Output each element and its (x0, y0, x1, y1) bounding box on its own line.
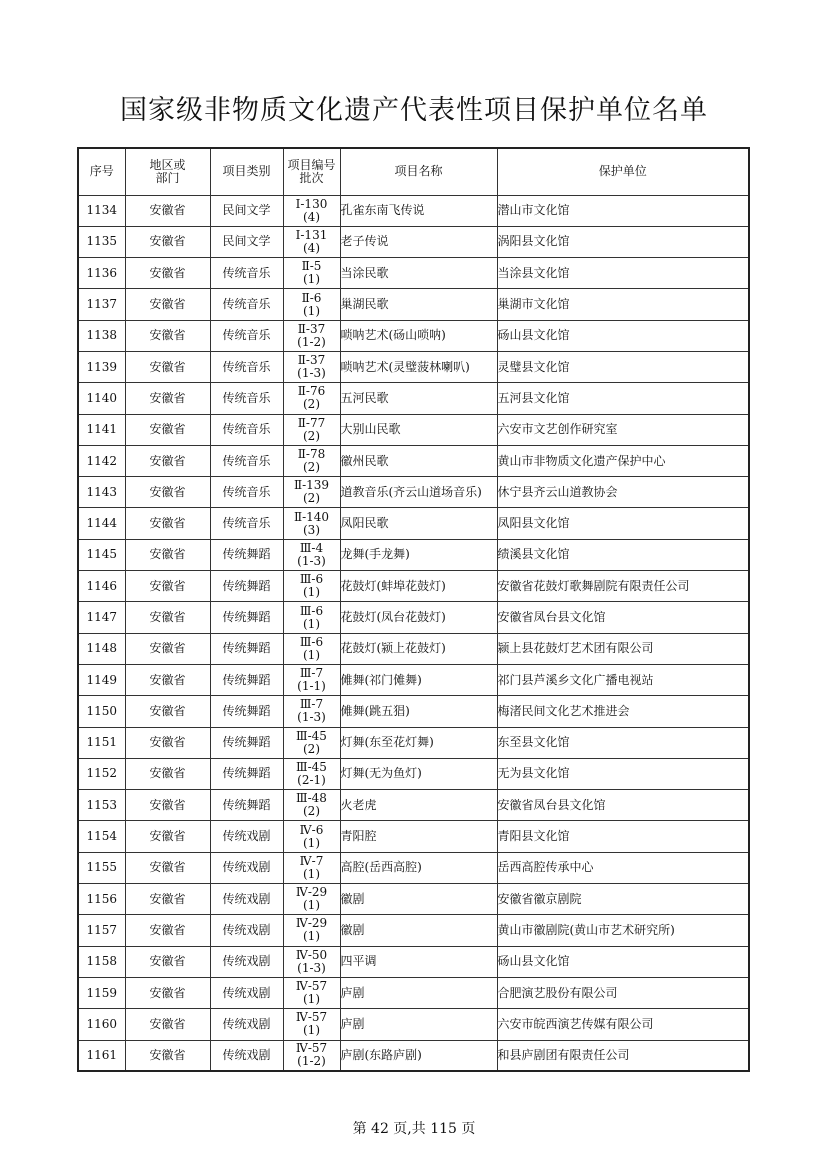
region-cell: 安徽省 (125, 1009, 210, 1040)
project-name-cell: 青阳腔 (340, 821, 497, 852)
page-footer: 第 42 页,共 115 页 (352, 1121, 476, 1137)
region-cell: 安徽省 (125, 445, 210, 476)
code-cell (283, 1040, 340, 1071)
seq-cell: 1153 (78, 790, 125, 821)
code-cell (283, 852, 340, 883)
category-cell: 传统音乐 (210, 258, 283, 289)
table-row (78, 289, 749, 320)
protection-unit-cell: 祁门县芦溪乡文化广播电视站 (497, 664, 749, 695)
category-cell: 传统音乐 (210, 477, 283, 508)
project-code: Ⅲ-45 (296, 759, 327, 774)
project-code: Ⅳ-57 (295, 1041, 328, 1056)
seq-cell: 1139 (78, 351, 125, 382)
seq-cell: 1159 (78, 977, 125, 1008)
seq-cell: 1148 (78, 633, 125, 664)
project-code: Ⅱ-5 (301, 259, 322, 274)
batch-label: (4) (303, 209, 320, 224)
region-cell: 安徽省 (125, 821, 210, 852)
category-cell: 民间文学 (210, 226, 283, 257)
seq-cell: 1160 (78, 1009, 125, 1040)
project-name-cell: 当涂民歌 (340, 258, 497, 289)
project-name-cell: 高腔(岳西高腔) (340, 852, 497, 883)
project-name-cell: 庐剧 (340, 977, 497, 1008)
protection-unit-cell: 无为县文化馆 (497, 758, 749, 789)
batch-label: (1) (303, 647, 320, 662)
region-cell: 安徽省 (125, 664, 210, 695)
project-name-cell: 庐剧(东路庐剧) (340, 1040, 497, 1071)
seq-cell: 1161 (78, 1040, 125, 1071)
code-cell (283, 539, 340, 570)
batch-label: (1) (303, 272, 320, 287)
seq-cell: 1135 (78, 226, 125, 257)
batch-label: (2) (303, 491, 320, 506)
region-cell: 安徽省 (125, 320, 210, 351)
table-row (78, 602, 749, 633)
batch-label: (1-3) (297, 710, 326, 725)
table-row (78, 477, 749, 508)
project-code: Ⅲ-4 (299, 540, 324, 555)
project-name-cell: 唢呐艺术(砀山唢呐) (340, 320, 497, 351)
protection-unit-cell: 休宁县齐云山道教协会 (497, 477, 749, 508)
region-cell: 安徽省 (125, 258, 210, 289)
category-cell: 传统舞蹈 (210, 727, 283, 758)
table-row (78, 727, 749, 758)
category-cell: 传统音乐 (210, 508, 283, 539)
seq-cell: 1151 (78, 727, 125, 758)
project-code: Ⅰ-130 (295, 196, 328, 211)
project-name-cell: 花鼓灯(蚌埠花鼓灯) (340, 571, 497, 602)
project-code: Ⅱ-77 (297, 415, 326, 430)
table-row (78, 571, 749, 602)
seq-cell: 1146 (78, 571, 125, 602)
code-cell (283, 790, 340, 821)
category-cell: 民间文学 (210, 195, 283, 226)
project-code: Ⅲ-6 (299, 603, 324, 618)
code-cell (283, 445, 340, 476)
project-name-cell: 五河民歌 (340, 383, 497, 414)
project-name-cell: 凤阳民歌 (340, 508, 497, 539)
project-code: Ⅱ-76 (297, 384, 326, 399)
table-row (78, 852, 749, 883)
project-name-cell: 火老虎 (340, 790, 497, 821)
batch-label: (1) (303, 1023, 320, 1038)
project-code: Ⅱ-78 (297, 447, 326, 462)
region-cell: 安徽省 (125, 758, 210, 789)
batch-label: (1-2) (297, 334, 326, 349)
category-cell: 传统戏剧 (210, 977, 283, 1008)
project-code: Ⅱ-37 (297, 321, 326, 336)
protection-unit-cell: 绩溪县文化馆 (497, 539, 749, 570)
category-cell: 传统音乐 (210, 445, 283, 476)
region-cell: 安徽省 (125, 383, 210, 414)
code-cell (283, 664, 340, 695)
code-cell (283, 633, 340, 664)
batch-label: (3) (303, 522, 320, 537)
table-row (78, 664, 749, 695)
code-cell (283, 1009, 340, 1040)
protection-unit-cell: 凤阳县文化馆 (497, 508, 749, 539)
batch-label: (1) (303, 898, 320, 913)
project-name-cell: 龙舞(手龙舞) (340, 539, 497, 570)
project-code: Ⅲ-48 (296, 791, 327, 806)
project-name-cell: 庐剧 (340, 1009, 497, 1040)
batch-label: (2-1) (297, 772, 326, 787)
seq-cell: 1147 (78, 602, 125, 633)
region-cell: 安徽省 (125, 477, 210, 508)
batch-label: (1) (303, 303, 320, 318)
project-code: Ⅱ-139 (293, 478, 330, 493)
seq-cell: 1152 (78, 758, 125, 789)
protection-unit-cell: 砀山县文化馆 (497, 946, 749, 977)
table-header-row (78, 148, 749, 195)
protection-unit-cell: 岳西高腔传承中心 (497, 852, 749, 883)
code-cell (283, 977, 340, 1008)
category-cell: 传统舞蹈 (210, 758, 283, 789)
table-row (78, 508, 749, 539)
project-name-cell: 大别山民歌 (340, 414, 497, 445)
protection-unit-cell: 黄山市非物质文化遗产保护中心 (497, 445, 749, 476)
region-cell: 安徽省 (125, 727, 210, 758)
project-name-cell: 花鼓灯(颍上花鼓灯) (340, 633, 497, 664)
header-region-line-1: 地区或 (149, 157, 186, 172)
seq-cell: 1158 (78, 946, 125, 977)
category-cell: 传统戏剧 (210, 1040, 283, 1071)
project-code: Ⅲ-7 (299, 666, 324, 681)
protection-unit-cell: 五河县文化馆 (497, 383, 749, 414)
code-cell (283, 946, 340, 977)
category-cell: 传统舞蹈 (210, 539, 283, 570)
protection-unit-cell: 青阳县文化馆 (497, 821, 749, 852)
batch-label: (2) (303, 460, 320, 475)
region-cell: 安徽省 (125, 884, 210, 915)
table-row (78, 915, 749, 946)
project-code: Ⅲ-6 (299, 572, 324, 587)
seq-cell: 1145 (78, 539, 125, 570)
batch-label: (1) (303, 929, 320, 944)
protection-unit-cell: 六安市皖西演艺传媒有限公司 (497, 1009, 749, 1040)
code-cell (283, 383, 340, 414)
batch-label: (2) (303, 397, 320, 412)
batch-label: (1) (303, 616, 320, 631)
project-code: Ⅳ-29 (295, 916, 328, 931)
code-cell (283, 414, 340, 445)
code-cell (283, 477, 340, 508)
header-region (125, 148, 210, 195)
batch-label: (1-3) (297, 960, 326, 975)
code-cell (283, 195, 340, 226)
seq-cell: 1154 (78, 821, 125, 852)
category-cell: 传统舞蹈 (210, 664, 283, 695)
header-name: 项目名称 (340, 148, 497, 195)
project-code: Ⅱ-140 (293, 509, 330, 524)
category-cell: 传统舞蹈 (210, 696, 283, 727)
seq-cell: 1140 (78, 383, 125, 414)
code-cell (283, 258, 340, 289)
project-name-cell: 徽剧 (340, 915, 497, 946)
region-cell: 安徽省 (125, 351, 210, 382)
header-seq: 序号 (78, 148, 125, 195)
heritage-protection-table (77, 147, 750, 1072)
batch-label: (1-1) (297, 679, 326, 694)
table-row (78, 696, 749, 727)
protection-unit-cell: 和县庐剧团有限责任公司 (497, 1040, 749, 1071)
batch-label: (1) (303, 835, 320, 850)
batch-label: (2) (303, 804, 320, 819)
table-row (78, 1009, 749, 1040)
project-code: Ⅳ-50 (295, 947, 328, 962)
category-cell: 传统音乐 (210, 414, 283, 445)
seq-cell: 1149 (78, 664, 125, 695)
protection-unit-cell: 东至县文化馆 (497, 727, 749, 758)
table-row (78, 226, 749, 257)
seq-cell: 1142 (78, 445, 125, 476)
code-cell (283, 226, 340, 257)
protection-unit-cell: 六安市文艺创作研究室 (497, 414, 749, 445)
batch-label: (2) (303, 428, 320, 443)
region-cell: 安徽省 (125, 915, 210, 946)
batch-label: (1-3) (297, 553, 326, 568)
project-code: Ⅲ-6 (299, 634, 324, 649)
project-name-cell: 傩舞(跳五猖) (340, 696, 497, 727)
seq-cell: 1137 (78, 289, 125, 320)
category-cell: 传统音乐 (210, 289, 283, 320)
table-row (78, 414, 749, 445)
project-code: Ⅲ-45 (296, 728, 327, 743)
table-row (78, 821, 749, 852)
protection-unit-cell: 灵璧县文化馆 (497, 351, 749, 382)
protection-unit-cell: 安徽省凤台县文化馆 (497, 790, 749, 821)
code-cell (283, 915, 340, 946)
header-code-line-2: 批次 (299, 170, 324, 185)
code-cell (283, 508, 340, 539)
protection-unit-cell: 当涂县文化馆 (497, 258, 749, 289)
category-cell: 传统音乐 (210, 320, 283, 351)
category-cell: 传统舞蹈 (210, 571, 283, 602)
table-row (78, 258, 749, 289)
page-title: 国家级非物质文化遗产代表性项目保护单位名单 (120, 95, 708, 126)
table-row (78, 790, 749, 821)
seq-cell: 1143 (78, 477, 125, 508)
header-region-line-2: 部门 (155, 170, 180, 185)
protection-unit-cell: 涡阳县文化馆 (497, 226, 749, 257)
code-cell (283, 571, 340, 602)
batch-label: (1) (303, 866, 320, 881)
project-code: Ⅳ-57 (295, 979, 328, 994)
category-cell: 传统戏剧 (210, 852, 283, 883)
region-cell: 安徽省 (125, 414, 210, 445)
category-cell: 传统戏剧 (210, 946, 283, 977)
category-cell: 传统戏剧 (210, 884, 283, 915)
category-cell: 传统戏剧 (210, 915, 283, 946)
protection-unit-cell: 安徽省徽京剧院 (497, 884, 749, 915)
seq-cell: 1138 (78, 320, 125, 351)
region-cell: 安徽省 (125, 289, 210, 320)
project-code: Ⅰ-131 (295, 227, 328, 242)
table-row (78, 1040, 749, 1071)
category-cell: 传统舞蹈 (210, 633, 283, 664)
project-code: Ⅳ-29 (295, 885, 328, 900)
table-row (78, 383, 749, 414)
protection-unit-cell: 巢湖市文化馆 (497, 289, 749, 320)
code-cell (283, 884, 340, 915)
protection-unit-cell: 潜山市文化馆 (497, 195, 749, 226)
batch-label: (4) (303, 240, 320, 255)
seq-cell: 1155 (78, 852, 125, 883)
project-code: Ⅱ-6 (301, 290, 322, 305)
project-code: Ⅳ-57 (295, 1010, 328, 1025)
seq-cell: 1141 (78, 414, 125, 445)
region-cell: 安徽省 (125, 1040, 210, 1071)
category-cell: 传统舞蹈 (210, 602, 283, 633)
table-row (78, 946, 749, 977)
region-cell: 安徽省 (125, 539, 210, 570)
seq-cell: 1150 (78, 696, 125, 727)
project-name-cell: 徽剧 (340, 884, 497, 915)
region-cell: 安徽省 (125, 195, 210, 226)
region-cell: 安徽省 (125, 946, 210, 977)
project-name-cell: 四平调 (340, 946, 497, 977)
region-cell: 安徽省 (125, 977, 210, 1008)
region-cell: 安徽省 (125, 508, 210, 539)
table-row (78, 977, 749, 1008)
region-cell: 安徽省 (125, 696, 210, 727)
code-cell (283, 821, 340, 852)
project-name-cell: 灯舞(无为鱼灯) (340, 758, 497, 789)
project-name-cell: 灯舞(东至花灯舞) (340, 727, 497, 758)
protection-unit-cell: 梅渚民间文化艺术推进会 (497, 696, 749, 727)
category-cell: 传统戏剧 (210, 821, 283, 852)
project-code: Ⅳ-6 (299, 822, 324, 837)
project-name-cell: 孔雀东南飞传说 (340, 195, 497, 226)
header-code (283, 148, 340, 195)
project-code: Ⅳ-7 (299, 853, 324, 868)
batch-label: (2) (303, 741, 320, 756)
batch-label: (1-2) (297, 1054, 326, 1069)
code-cell (283, 289, 340, 320)
header-unit: 保护单位 (497, 148, 749, 195)
project-code: Ⅲ-7 (299, 697, 324, 712)
category-cell: 传统音乐 (210, 383, 283, 414)
project-name-cell: 道教音乐(齐云山道场音乐) (340, 477, 497, 508)
header-category: 项目类别 (210, 148, 283, 195)
table-row (78, 351, 749, 382)
category-cell: 传统戏剧 (210, 1009, 283, 1040)
region-cell: 安徽省 (125, 602, 210, 633)
code-cell (283, 727, 340, 758)
table-row (78, 884, 749, 915)
project-name-cell: 唢呐艺术(灵璧菠林喇叭) (340, 351, 497, 382)
table-body (78, 195, 749, 1071)
protection-unit-cell: 安徽省凤台县文化馆 (497, 602, 749, 633)
code-cell (283, 758, 340, 789)
table-row (78, 758, 749, 789)
seq-cell: 1136 (78, 258, 125, 289)
region-cell: 安徽省 (125, 226, 210, 257)
header-code-line-1: 项目编号 (287, 157, 336, 172)
batch-label: (1-3) (297, 366, 326, 381)
table-row (78, 320, 749, 351)
project-name-cell: 巢湖民歌 (340, 289, 497, 320)
seq-cell: 1157 (78, 915, 125, 946)
table-row (78, 445, 749, 476)
table-row (78, 195, 749, 226)
region-cell: 安徽省 (125, 852, 210, 883)
seq-cell: 1156 (78, 884, 125, 915)
category-cell: 传统舞蹈 (210, 790, 283, 821)
seq-cell: 1144 (78, 508, 125, 539)
table-row (78, 633, 749, 664)
project-name-cell: 花鼓灯(凤台花鼓灯) (340, 602, 497, 633)
code-cell (283, 320, 340, 351)
table-row (78, 539, 749, 570)
region-cell: 安徽省 (125, 633, 210, 664)
protection-unit-cell: 安徽省花鼓灯歌舞剧院有限责任公司 (497, 571, 749, 602)
project-name-cell: 傩舞(祁门傩舞) (340, 664, 497, 695)
protection-unit-cell: 黄山市徽剧院(黄山市艺术研究所) (497, 915, 749, 946)
code-cell (283, 696, 340, 727)
protection-unit-cell: 合肥演艺股份有限公司 (497, 977, 749, 1008)
protection-unit-cell: 颍上县花鼓灯艺术团有限公司 (497, 633, 749, 664)
project-name-cell: 徽州民歌 (340, 445, 497, 476)
code-cell (283, 602, 340, 633)
region-cell: 安徽省 (125, 571, 210, 602)
seq-cell: 1134 (78, 195, 125, 226)
batch-label: (1) (303, 992, 320, 1007)
category-cell: 传统音乐 (210, 351, 283, 382)
code-cell (283, 351, 340, 382)
project-name-cell: 老子传说 (340, 226, 497, 257)
project-code: Ⅱ-37 (297, 353, 326, 368)
protection-unit-cell: 砀山县文化馆 (497, 320, 749, 351)
region-cell: 安徽省 (125, 790, 210, 821)
batch-label: (1) (303, 585, 320, 600)
